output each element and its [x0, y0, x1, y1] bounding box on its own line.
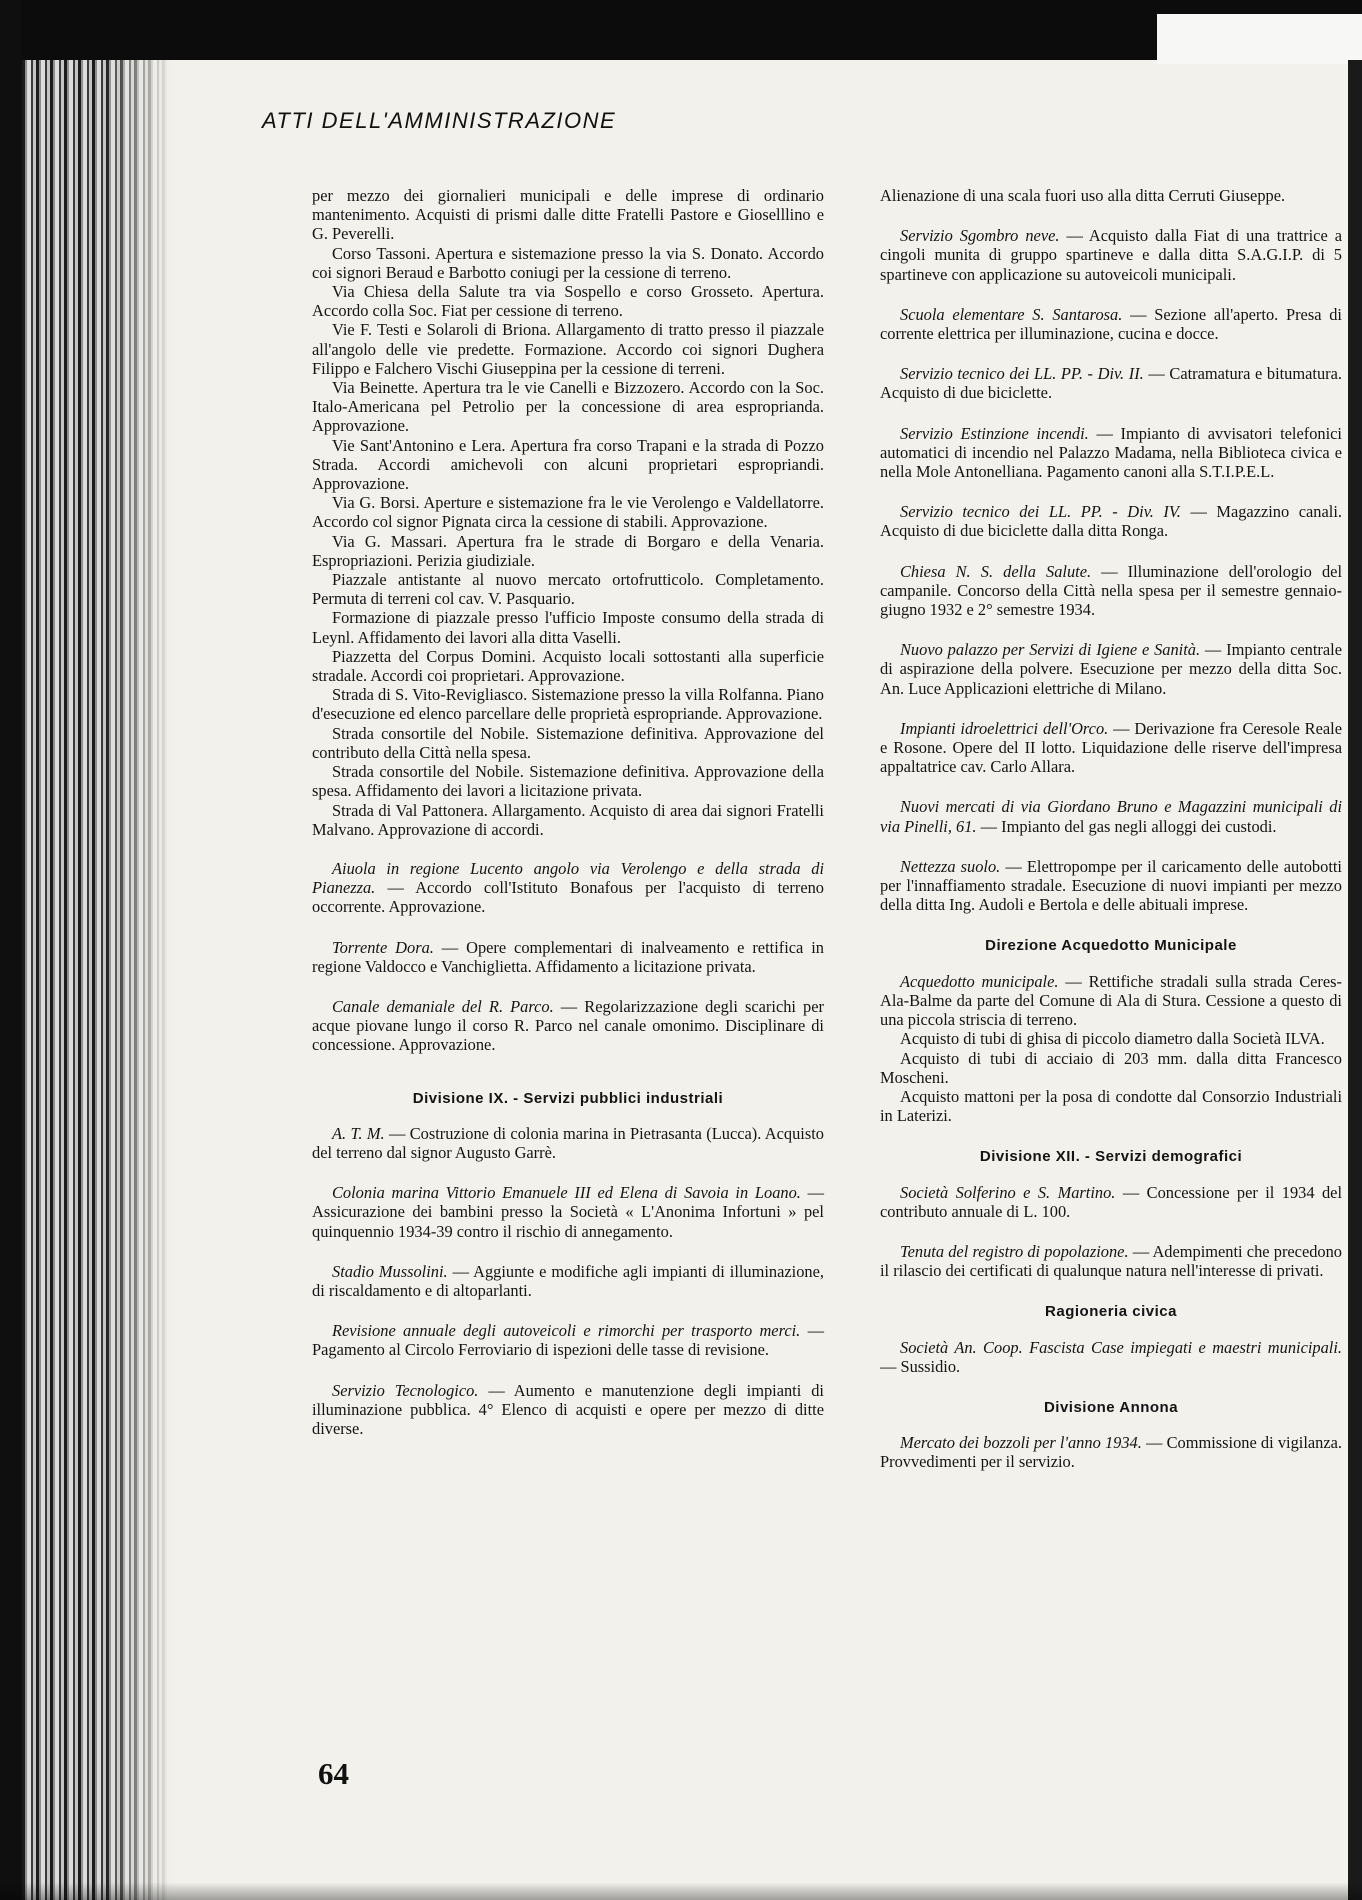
entry-text: — Elettropompe per il caricamento delle autobotti per l'innaffiamento stradale. Esecuzione di nuovi impianti per mezzo della ditta Ing. Audoli e Bertola e delle abituali imprese.: [880, 856, 1342, 915]
paragraph: Corso Tassoni. Apertura e sistemazione presso la via S. Donato. Accordo coi signori Beraud e Barbotto coniugi per la cessione di terreno.: [312, 243, 824, 282]
entry-text: — Assicurazione dei bambini presso la Società « L'Anonima Infortuni » pel quinquennio 1934-39 contro il rischio di annegamento.: [312, 1183, 824, 1241]
entry-block: [312, 938, 824, 976]
entry-block: [880, 1338, 1342, 1376]
paragraph: Alienazione di una scala fuori uso alla ditta Cerruti Giuseppe.: [880, 186, 1286, 205]
running-header: ATTI DELL'AMMINISTRAZIONE: [262, 108, 617, 133]
entry-block: [880, 972, 1342, 1030]
entry-text: — Opere complementari di inalveamento e rettifica in regione Valdocco e Vanchiglietta. Affidamento a licitazione privata.: [312, 937, 824, 976]
entry-title: Mercato dei bozzoli per l'anno 1934.: [900, 1433, 1142, 1453]
entry-text: — Pagamento al Circolo Ferroviario di ispezioni delle tasse di revisione.: [312, 1321, 824, 1360]
page-number: 64: [318, 1756, 349, 1791]
section-heading-annona: Divisione Annona: [1043, 1398, 1179, 1416]
entry-text: — Impianto di avvisatori telefonici automatici di incendio nel Palazzo Madama, nella Biblioteca civica e nella Mole Antonelliana. Pagamento canoni alla S.T.I.P.E.L.: [880, 423, 1342, 482]
paragraph: Acquisto di tubi di ghisa di piccolo diametro dalla Società ILVA.: [900, 1029, 1325, 1049]
entry-title: Servizio Estinzione incendi.: [900, 423, 1089, 443]
entry-text: — Sussidio.: [880, 1356, 961, 1376]
entry-title: Colonia marina Vittorio Emanuele III ed Elena di Savoia in Loano.: [332, 1183, 801, 1203]
entry-block: [880, 719, 1342, 777]
entry-title: Aiuola in regione Lucento angolo via Verolengo e della strada di Pianezza.: [312, 858, 824, 898]
section-heading-divisione-ix: Divisione IX. - Servizi pubblici industriali: [412, 1089, 724, 1107]
entry-block: [880, 502, 1342, 540]
paragraph: Strada consortile del Nobile. Sistemazione definitiva. Approvazione della spesa. Affidamento dei lavori a licitazione privata.: [312, 762, 824, 801]
entry-block: [312, 1321, 824, 1359]
entry-title: Nuovo palazzo per Servizi di Igiene e Sanità.: [900, 640, 1201, 660]
entry-text: — Illuminazione dell'orologio del campanile. Concorso della Città nella spesa per il semestre gennaio-giugno 1932 e 2° semestre 1934.: [880, 561, 1342, 620]
entry-block: [312, 997, 824, 1055]
entry-block: [880, 305, 1342, 343]
paragraph: Formazione di piazzale presso l'ufficio Imposte consumo della strada di Leynl. Affidamento dei lavori alla ditta Vaselli.: [312, 608, 824, 647]
entry-block: [880, 1183, 1342, 1221]
scan-right-border: [1348, 60, 1362, 1900]
entry-block: [312, 1124, 824, 1162]
entry-text: — Sezione all'aperto. Presa di corrente elettrica per illuminazione, cucina e docce.: [880, 304, 1342, 344]
entry-title: Servizio tecnico dei LL. PP. - Div. IV.: [900, 502, 1181, 522]
entry-title: Servizio Sgombro neve.: [900, 226, 1060, 246]
paragraph: Vie Sant'Antonino e Lera. Apertura fra corso Trapani e la strada di Pozzo Strada. Accordi amichevoli con alcuni proprietari espropriandi. Approvazione.: [312, 435, 824, 494]
entry-block: [880, 424, 1342, 482]
entry-block: [312, 1262, 824, 1300]
entry-block: [880, 226, 1342, 284]
paragraph: Via Beinette. Apertura tra le vie Canelli e Bizzozero. Accordo con la Soc. Italo-Americana pel Petrolio per la concessione di area espropriandа. Approvazione.: [312, 378, 824, 436]
scan-left-border: [0, 0, 22, 1900]
paragraph: Strada di S. Vito-Revigliasco. Sistemazione presso la villa Rolfanna. Piano d'esecuzione ed elenco parcellare delle proprietà espropriande. Approvazione.: [312, 685, 824, 724]
entry-block: [880, 562, 1342, 620]
paragraph: Acquisto mattoni per la posa di condotte dal Consorzio Industriali in Laterizi.: [880, 1086, 1342, 1126]
right-column: [880, 186, 1342, 1493]
entry-text: — Concessione per il 1934 del contributo annuale di L. 100.: [880, 1182, 1342, 1221]
entry-block: [880, 640, 1342, 698]
entry-block: [880, 797, 1342, 835]
entry-title: Società Solferino e S. Martino.: [900, 1182, 1116, 1202]
paragraph: Via Chiesa della Salute tra via Sospello e corso Grosseto. Apertura. Accordo colla Soc. Fiat per cessione di terreno.: [312, 282, 824, 321]
entry-text: — Aumento e manutenzione degli impianti di illuminazione pubblica. 4° Elenco di acquisti e opere per mezzo di ditte diverse.: [312, 1380, 824, 1438]
entry-title: Canale demaniale del R. Parco.: [332, 996, 554, 1016]
entry-text: — Rettifiche stradali sulla strada Ceres-Ala-Balme da parte del Comune di Ala di Stura. Cessione a questo di una piccola striscia di terreno.: [880, 971, 1343, 1030]
paragraph: Acquisto di tubi di acciaio di 203 mm. dalla ditta Francesco Moscheni.: [880, 1048, 1342, 1087]
entry-text: — Regolarizzazione degli scarichi per acque piovane lungo il corso R. Parco nel canale omonimo. Disciplinare di concessione. Approvazione.: [312, 996, 824, 1055]
entry-block: [880, 1433, 1342, 1471]
entry-block: [880, 857, 1342, 915]
entry-text: — Aggiunte e modifiche agli impianti di illuminazione, di riscaldamento e di altoparlanti.: [312, 1261, 824, 1300]
entry-title: Nuovi mercati di via Giordano Bruno e Magazzini municipali di via Pinelli, 61.: [880, 797, 1342, 836]
entry-title: Chiesa N. S. della Salute.: [900, 561, 1092, 581]
paragraph: Piazzetta del Corpus Domini. Acquisto locali sottostanti alla superficie stradale. Accordi coi proprietari. Approvazione.: [312, 646, 824, 686]
section-heading-ragioneria: Ragioneria civica: [1045, 1303, 1177, 1321]
scan-top-border-notch: [1157, 14, 1362, 64]
entry-block: [312, 1381, 824, 1439]
entry-text: — Acquisto dalla Fiat di una trattrice a cingoli munita di gruppo spartineve e dalla ditta S.A.G.I.P. di 5 spartineve con applicazione su autoveicoli municipali.: [880, 226, 1342, 284]
book-spine-shadow: [22, 60, 172, 1900]
entry-block: [880, 1242, 1342, 1280]
paragraph: Strada di Val Pattonera. Allargamento. Acquisto di area dai signori Fratelli Malvano. Approvazione di accordi.: [312, 800, 824, 839]
paragraph: Strada consortile del Nobile. Sistemazione definitiva. Approvazione del contributo della Città nella spesa.: [312, 723, 824, 762]
paragraph: Via G. Borsi. Aperture e sistemazione fra le vie Verolengo e Valdellatorre. Accordo col signor Pignata circa la cessione di stabili. Approvazione.: [312, 493, 824, 532]
entry-block: [312, 859, 824, 917]
entry-title: Acquedotto municipale.: [900, 971, 1059, 991]
entry-title: Servizio tecnico dei LL. PP. - Div. II.: [900, 364, 1144, 384]
entry-title: Nettezza suolo.: [900, 856, 1001, 876]
entry-text: — Costruzione di colonia marina in Pietrasanta (Lucca). Acquisto del terreno dal signor Augusto Garrè.: [312, 1123, 824, 1162]
paragraph: Vie F. Testi e Solaroli di Briona. Allargamento di tratto presso il piazzale all'angolo delle vie predette. Formazione. Accordo coi signori Dughera Filippo e Falchero Vischi Giuseppina per la cessione di terreni.: [312, 320, 824, 378]
entry-text: — Commissione di vigilanza. Provvedimenti per il servizio.: [880, 1433, 1342, 1472]
paragraph: Piazzale antistante al nuovo mercato ortofrutticolo. Completamento. Permuta di terreni col cav. V. Pasquario.: [312, 570, 824, 609]
section-heading-acquedotto: Direzione Acquedotto Municipale: [985, 937, 1237, 955]
scan-bottom-shadow: [0, 1882, 1362, 1900]
paragraph: per mezzo dei giornalieri municipali e delle imprese di ordinario mantenimento. Acquisti di prismi dalle ditte Fratelli Pastore e Gioselllino e G. Peverelli.: [312, 186, 824, 244]
entry-text: — Derivazione fra Ceresole Reale e Rosone. Opere del II lotto. Liquidazione delle riserve dell'impresa appaltatrice cav. Carlo Allara.: [880, 718, 1342, 777]
entry-text: — Impianto centrale di aspirazione della polvere. Esecuzione per mezzo della ditta Soc. An. Luce Applicazioni elettriche di Milano.: [880, 640, 1342, 698]
entry-title: Stadio Mussolini.: [332, 1261, 448, 1281]
entry-block: [880, 364, 1342, 402]
paragraph: Via G. Massari. Apertura fra le strade di Borgaro e della Venaria. Espropriazioni. Perizia giudiziale.: [312, 531, 824, 570]
section-heading-divisione-xii: Divisione XII. - Servizi demografici: [979, 1148, 1243, 1166]
entry-text: — Impianto del gas negli alloggi dei custodi.: [980, 816, 1277, 836]
entry-text: — Accordo coll'Istituto Bonafous per l'acquisto di terreno occorrente. Approvazione.: [312, 878, 824, 917]
entry-title: Torrente Dora.: [332, 937, 434, 957]
left-column: [312, 186, 824, 1459]
entry-title: Tenuta del registro di popolazione.: [900, 1241, 1129, 1261]
entry-title: Scuola elementare S. Santarosa.: [900, 304, 1123, 324]
entry-text: — Adempimenti che precedono il rilascio dei certificati di qualunque natura nell'interesse di privati.: [880, 1241, 1343, 1281]
entry-title: Impianti idroelettrici dell'Orco.: [900, 718, 1109, 738]
entry-title: Revisione annuale degli autoveicoli e rimorchi per trasporto merci.: [332, 1321, 801, 1341]
entry-title: A. T. M.: [332, 1123, 385, 1143]
entry-text: — Magazzino canali. Acquisto di due biciclette dalla ditta Ronga.: [880, 502, 1342, 541]
entry-title: Società An. Coop. Fascista Case impiegati e maestri municipali.: [900, 1337, 1342, 1357]
entry-block: [312, 1183, 824, 1241]
entry-title: Servizio Tecnologico.: [332, 1380, 479, 1400]
entry-text: — Catramatura e bitumatura. Acquisto di due biciclette.: [880, 364, 1342, 403]
